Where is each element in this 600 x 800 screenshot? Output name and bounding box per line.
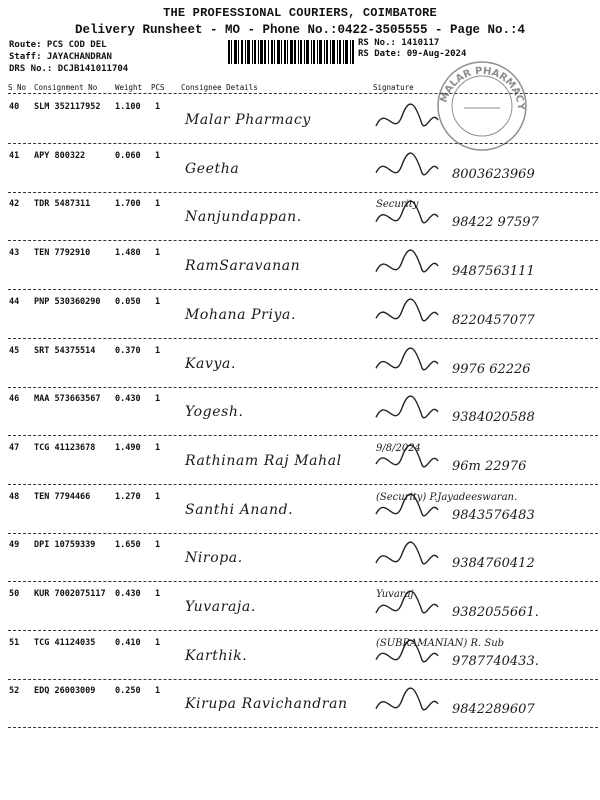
row-sno: 49	[9, 540, 20, 551]
row-consignee-name: Kavya.	[185, 355, 237, 372]
row-sno: 42	[9, 199, 20, 210]
row-sno: 41	[9, 150, 20, 161]
row-consignee-name: Mohana Priya.	[185, 306, 297, 323]
col-signature: Signature	[373, 83, 414, 92]
row-pcs: 1	[155, 686, 161, 697]
row-signature-phone: 9976 62226	[452, 361, 531, 377]
row-consignment-no: TEN 7792910	[34, 248, 91, 259]
col-consignment: Consignment No	[34, 83, 98, 92]
row-consignment-no: TDR 5487311	[34, 199, 91, 210]
row-weight: 0.060	[115, 150, 141, 161]
row-sno: 50	[9, 589, 20, 599]
row-sno: 52	[9, 686, 20, 697]
row-sno: 44	[9, 296, 20, 307]
row-consignee-name: Santhi Anand.	[185, 501, 294, 518]
row-consignee-name: Malar Pharmacy	[185, 112, 311, 128]
row-weight: 0.050	[115, 296, 141, 307]
row-separator	[8, 630, 598, 631]
document-title: THE PROFESSIONAL COURIERS, COIMBATORE	[163, 6, 437, 20]
row-pcs: 1	[155, 150, 161, 161]
row-pcs: 1	[155, 296, 161, 307]
row-consignment-no: MAA 573663567	[34, 394, 101, 405]
row-weight: 0.430	[115, 394, 141, 405]
row-signature-text: Yuvaraj	[376, 589, 414, 600]
row-signature-text: (Security) P.Jayadeeswaran.	[376, 491, 518, 503]
row-consignment-no: SLM 352117952	[34, 102, 101, 112]
row-consignee-name: Rathinam Raj Mahal	[185, 452, 342, 469]
row-consignment-no: TEN 7794466	[34, 491, 91, 502]
col-consignee: Consignee Details	[181, 83, 258, 92]
row-pcs: 1	[155, 491, 161, 502]
row-signature-phone: 98422 97597	[452, 215, 539, 231]
row-signature-phone: 9384020588	[452, 410, 535, 426]
row-sno: 48	[9, 491, 20, 502]
row-pcs: 1	[155, 394, 161, 405]
row-consignee-name: Geetha	[185, 160, 240, 177]
row-separator	[8, 338, 598, 339]
row-pcs: 1	[155, 102, 161, 112]
row-signature-phone: 8003623969	[452, 166, 535, 182]
route-label: Route: PCS COD DEL	[9, 40, 107, 50]
row-pcs: 1	[155, 199, 161, 210]
row-consignment-no: DPI 10759339	[34, 540, 96, 551]
row-weight: 1.100	[115, 102, 141, 112]
row-separator	[8, 435, 598, 436]
row-separator	[8, 192, 598, 193]
row-signature-text: 9/8/2024	[376, 442, 421, 454]
drs-number: DRS No.: DCJB141011704	[9, 64, 129, 74]
row-signature-scribble	[372, 98, 594, 142]
row-weight: 1.270	[115, 491, 141, 502]
row-signature-phone: 96m 22976	[452, 458, 527, 474]
row-weight: 1.490	[115, 442, 141, 453]
row-consignee-name: Karthik.	[185, 647, 248, 664]
rs-number: RS No.: 1410117	[358, 38, 440, 48]
row-consignment-no: KUR 7002075117	[34, 589, 106, 599]
row-pcs: 1	[155, 248, 161, 259]
row-weight: 1.650	[115, 540, 141, 551]
row-sno: 47	[9, 442, 20, 453]
row-separator	[8, 581, 598, 582]
row-sno: 43	[9, 248, 20, 259]
row-consignment-no: SRT 54375514	[34, 345, 96, 356]
rs-date: RS Date: 09-Aug-2024	[358, 49, 467, 59]
row-signature-phone: 9843576483	[452, 507, 535, 523]
row-separator	[8, 143, 598, 144]
row-consignment-no: TCG 41123678	[34, 442, 96, 453]
row-sno: 46	[9, 394, 20, 405]
row-consignee-name: Nanjundappan.	[185, 209, 302, 226]
row-separator	[8, 727, 598, 728]
row-separator	[8, 484, 598, 485]
row-weight: 0.410	[115, 637, 141, 648]
row-signature-phone: 9842289607	[452, 702, 535, 718]
row-pcs: 1	[155, 540, 161, 551]
row-consignee-name: Yogesh.	[185, 404, 244, 421]
barcode	[228, 40, 354, 64]
row-weight: 0.370	[115, 345, 141, 356]
row-consignee-name: Kirupa Ravichandran	[185, 696, 348, 713]
row-separator	[8, 679, 598, 680]
row-weight: 0.250	[115, 686, 141, 697]
row-pcs: 1	[155, 637, 161, 648]
row-sno: 45	[9, 345, 20, 356]
row-sno: 51	[9, 637, 20, 648]
row-separator	[8, 533, 598, 534]
svg-text:MALAR PHARMACY: MALAR PHARMACY	[438, 65, 527, 111]
row-separator	[8, 240, 598, 241]
row-weight: 1.700	[115, 199, 141, 210]
row-pcs: 1	[155, 345, 161, 356]
row-separator	[8, 289, 598, 290]
header-separator	[8, 93, 598, 94]
document-subtitle: Delivery Runsheet - MO - Phone No.:0422-3505555 - Page No.:4	[74, 23, 526, 37]
row-consignee-name: Yuvaraja.	[185, 599, 256, 615]
row-signature-text: (SUBRAMANIAN) R. Sub	[376, 637, 505, 649]
row-consignee-name: Niropa.	[185, 550, 243, 567]
col-weight: Weight	[115, 83, 143, 92]
staff-label: Staff: JAYACHANDRAN	[9, 52, 112, 62]
row-weight: 1.480	[115, 248, 141, 259]
row-pcs: 1	[155, 442, 161, 453]
row-consignment-no: TCG 41124035	[34, 637, 96, 648]
row-pcs: 1	[155, 589, 161, 599]
row-consignment-no: EDQ 26003009	[34, 686, 96, 697]
row-consignment-no: PNP 530360290	[34, 296, 101, 307]
row-sno: 40	[9, 102, 20, 112]
row-weight: 0.430	[115, 589, 141, 599]
row-signature-phone: 9787740433.	[452, 653, 539, 669]
row-separator	[8, 387, 598, 388]
row-signature-phone: 9384760412	[452, 556, 535, 572]
row-signature-phone: 9382055661.	[452, 605, 539, 620]
col-pcs: PCS	[151, 83, 165, 92]
col-sno: S No	[8, 83, 27, 92]
row-consignee-name: RamSaravanan	[185, 258, 301, 275]
row-consignment-no: APY 800322	[34, 150, 86, 161]
row-signature-text: Security	[376, 199, 419, 211]
row-signature-phone: 8220457077	[452, 312, 535, 328]
row-signature-phone: 9487563111	[452, 264, 535, 280]
